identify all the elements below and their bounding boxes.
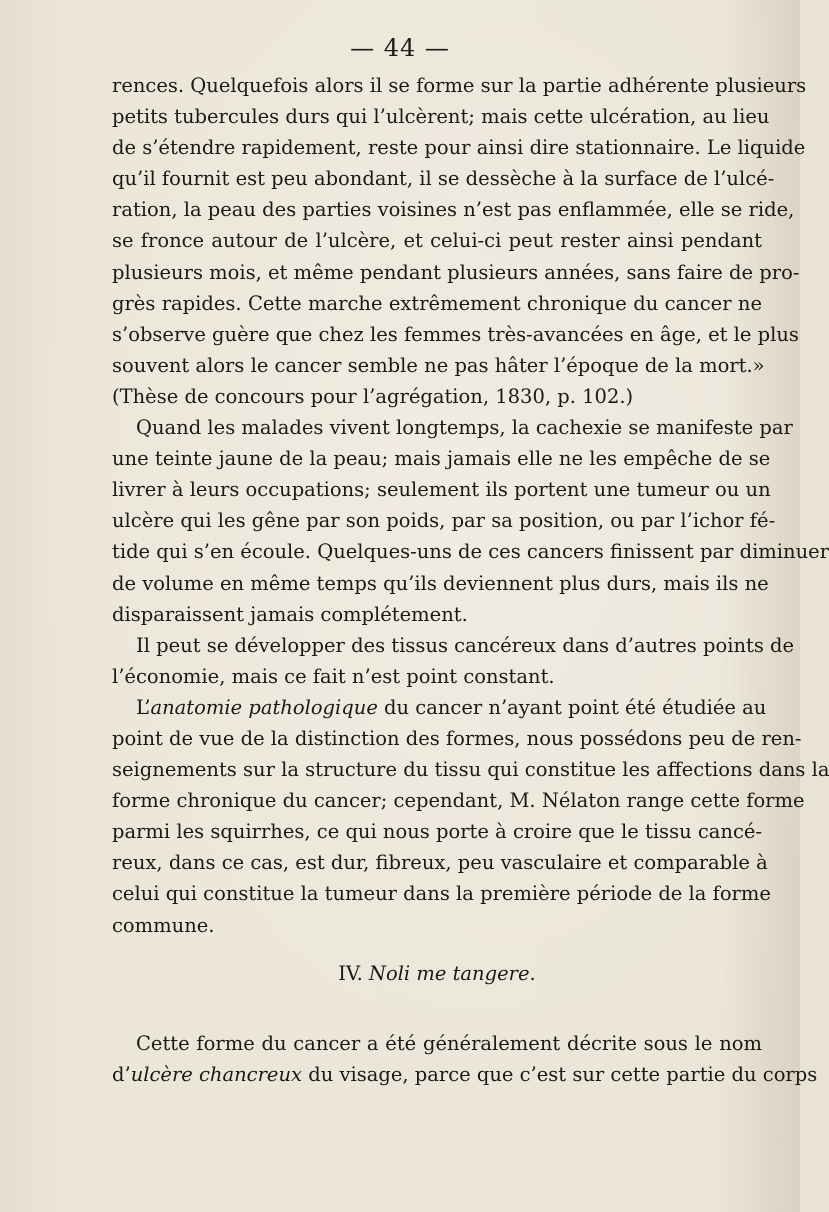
text-line: Il peut se développer des tissus cancéreux dans d’autres points de: [136, 633, 795, 657]
text-line: seignements sur la structure du tissu qui constitue les affections dans la: [112, 758, 829, 782]
text-line: commune.: [112, 913, 215, 937]
text-line: tide qui s’en écoule. Quelques-uns de ces cancers finissent par diminuer: [112, 540, 829, 564]
citation-line: (Thèse de concours pour l’agrégation, 1830, p. 102.): [112, 384, 634, 408]
text-line: s’observe guère que chez les femmes très-avancées en âge, et le plus: [112, 322, 799, 346]
text-line: de volume en même temps qu’ils deviennent plus durs, mais ils ne: [112, 571, 769, 595]
text-line: plusieurs mois, et même pendant plusieurs années, sans faire de pro-: [112, 260, 800, 284]
text-line: ulcère qui les gêne par son poids, par sa position, ou par l’ichor fé-: [112, 509, 776, 533]
text-line: celui qui constitue la tumeur dans la première période de la forme: [112, 882, 771, 906]
text-line: disparaissent jamais complétement.: [112, 602, 468, 626]
text-line: livrer à leurs occupations; seulement ils portent une tumeur ou un: [112, 478, 771, 502]
section-number: IV.: [338, 961, 363, 985]
text-line: ration, la peau des parties voisines n’est pas enflammée, elle se ride,: [112, 198, 795, 222]
body-text: [112, 70, 829, 1090]
section-title: Noli me tangere.: [368, 961, 536, 985]
text-line: se fronce autour de l’ulcère, et celui-ci peut rester ainsi pendant: [112, 229, 762, 253]
text-line: d’ulcère chancreux du visage, parce que c’est sur cette partie du corps: [112, 1062, 818, 1086]
text-line: souvent alors le cancer semble ne pas hâter l’époque de la mort.»: [112, 353, 765, 377]
italic-term: ulcère chancreux: [130, 1062, 303, 1086]
text-line: de s’étendre rapidement, reste pour ainsi dire stationnaire. Le liquide: [112, 136, 806, 160]
text-line: forme chronique du cancer; cependant, M. Nélaton range cette forme: [112, 789, 805, 813]
text-line: une teinte jaune de la peau; mais jamais elle ne les empêche de se: [112, 447, 771, 471]
text-line: L’anatomie pathologique du cancer n’ayant point été étudiée au: [136, 695, 767, 719]
italic-term: anatomie pathologique: [150, 695, 378, 719]
text-line: l’économie, mais ce fait n’est point constant.: [112, 664, 555, 688]
section-heading: [112, 958, 762, 989]
text-line: petits tubercules durs qui l’ulcèrent; mais cette ulcération, au lieu: [112, 105, 770, 129]
text-line: point de vue de la distinction des formes, nous possédons peu de ren-: [112, 726, 802, 750]
text-line: Cette forme du cancer a été généralement décrite sous le nom: [136, 1031, 762, 1055]
text-line: grès rapides. Cette marche extrêmement chronique du cancer ne: [112, 291, 762, 315]
text-line: reux, dans ce cas, est dur, fibreux, peu vasculaire et comparable à: [112, 851, 768, 875]
text-line: rences. Quelquefois alors il se forme sur la partie adhérente plusieurs: [112, 74, 807, 97]
page-number: — 44 —: [350, 34, 450, 62]
text-line: parmi les squirrhes, ce qui nous porte à croire que le tissu cancé-: [112, 820, 762, 844]
text-line: Quand les malades vivent longtemps, la cachexie se manifeste par: [136, 416, 793, 440]
text-line: qu’il fournit est peu abondant, il se dessèche à la surface de l’ulcé-: [112, 167, 775, 191]
